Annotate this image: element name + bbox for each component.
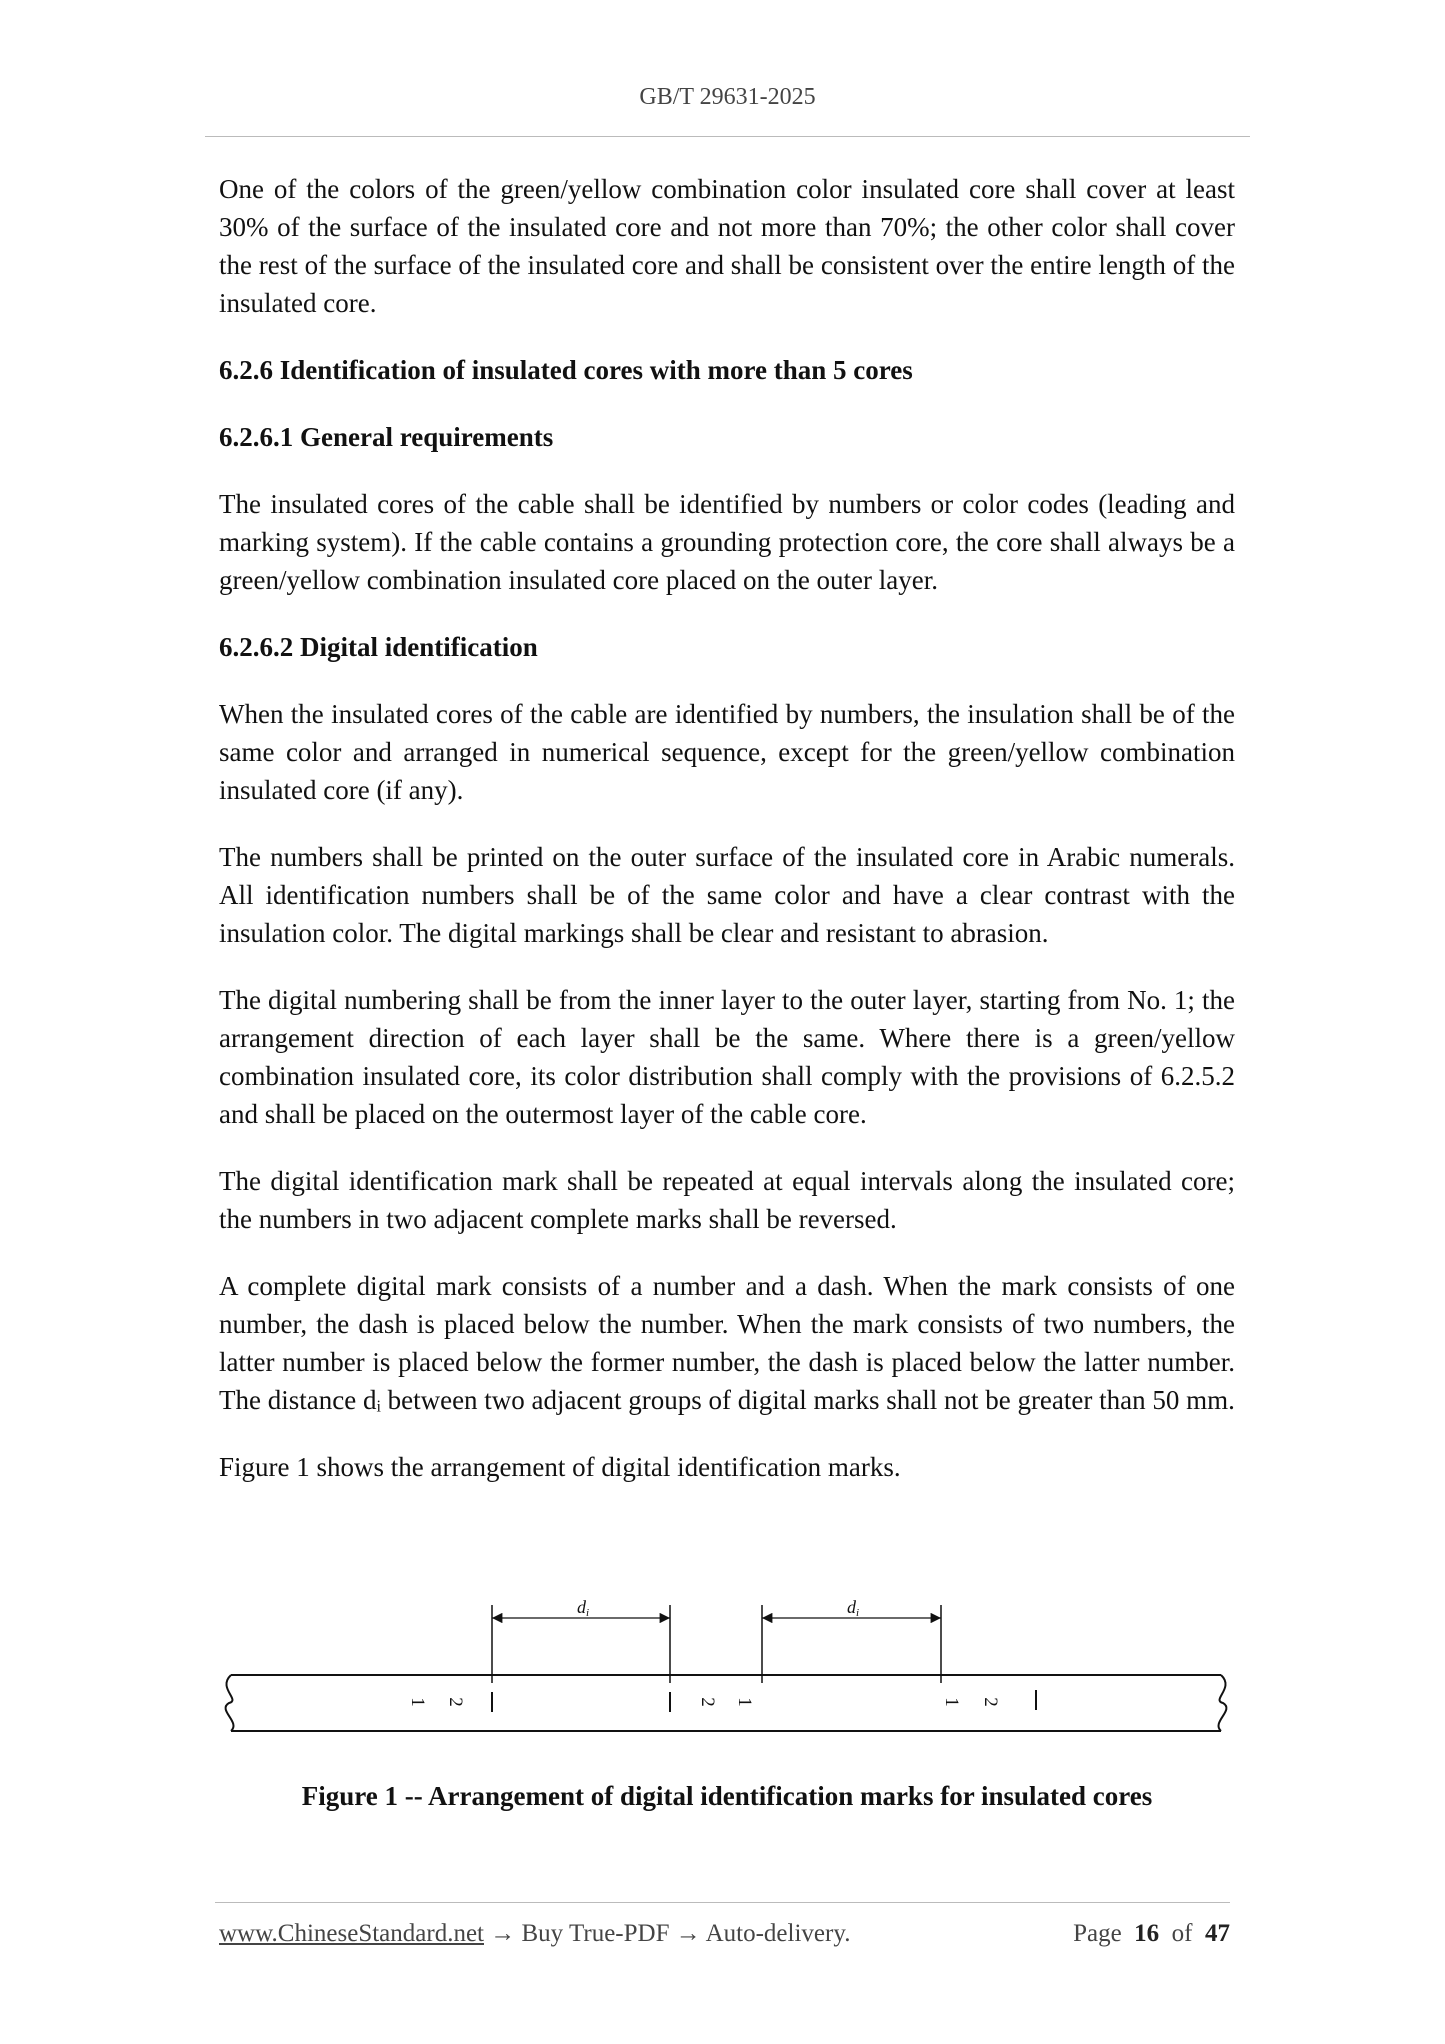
mark-number-1a: 1	[407, 1697, 428, 1707]
dimension-label-1: di	[577, 1597, 590, 1619]
paragraph-numbering-order: The digital numbering shall be from the inner layer to the outer layer, starting from No. 1; the arrangement direction of each layer shall be the same. Where there is a green/yellow combination insulated core, its color distribution shall comply with the provisions of 6.2.5.2 and shall be placed on the outermost layer of the cable core.	[219, 985, 1235, 1129]
page-word: Page	[1073, 1920, 1122, 1947]
document-body	[219, 170, 1235, 1515]
footer-tagline: → Buy True-PDF → Auto-delivery.	[484, 1920, 851, 1947]
dimension-label-2: di	[847, 1597, 860, 1619]
header-doc-id: GB/T 29631-2025	[639, 84, 816, 110]
mark-number-3a: 1	[941, 1697, 962, 1707]
page-total: 47	[1205, 1920, 1230, 1947]
paragraph-color-coverage: One of the colors of the green/yellow combination color insulated core shall cover at least 30% of the surface of the insulated core and not more than 70%; the other color shall cover the rest of the surface of the insulated core and shall be consistent over the entire length of the insulated core.	[219, 174, 1235, 318]
mark-number-3b: 2	[980, 1697, 1001, 1707]
header-rule	[205, 136, 1250, 137]
section-heading-6-2-6-2: 6.2.6.2 Digital identification	[219, 632, 538, 662]
figure-1-diagram	[219, 1570, 1235, 1740]
paragraph-figure-reference: Figure 1 shows the arrangement of digital identification marks.	[219, 1452, 901, 1482]
cable-right-break	[1218, 1675, 1226, 1731]
footer-site-link[interactable]: www.ChineseStandard.net	[219, 1920, 484, 1947]
footer-page-indicator	[1045, 1920, 1230, 1948]
page-number: 16	[1134, 1920, 1160, 1947]
mark-number-2b: 1	[734, 1697, 755, 1707]
paragraph-digital-identification: When the insulated cores of the cable are identified by numbers, the insulation shall be of the same color and arranged in numerical sequence, except for the green/yellow combination insulated core (if any).	[219, 699, 1235, 805]
mark-number-2a: 2	[697, 1697, 718, 1707]
section-heading-6-2-6-1: 6.2.6.1 General requirements	[219, 422, 554, 452]
cable-left-break	[226, 1675, 234, 1731]
of-word: of	[1171, 1920, 1193, 1947]
paragraph-complete-mark: A complete digital mark consists of a number and a dash. When the mark consists of one number, the dash is placed below the number. When the mark consists of two numbers, the latter number is placed below the former number, the dash is placed below the latter number. The distance dᵢ between two adjacent groups of digital marks shall not be greater than 50 mm.	[219, 1271, 1235, 1415]
paragraph-numbers-printing: The numbers shall be printed on the outer surface of the insulated core in Arabic numerals. All identification numbers shall be of the same color and have a clear contrast with the insulation color. The digital markings shall be clear and resistant to abrasion.	[219, 842, 1235, 948]
footer-promo	[219, 1920, 850, 1948]
figure-1-caption: Figure 1 -- Arrangement of digital identification marks for insulated cores	[301, 1781, 1153, 1811]
section-heading-6-2-6: 6.2.6 Identification of insulated cores with more than 5 cores	[219, 355, 913, 385]
paragraph-general-requirements: The insulated cores of the cable shall be identified by numbers or color codes (leading and marking system). If the cable contains a grounding protection core, the core shall always be a green/yellow combination insulated core placed on the outer layer.	[219, 489, 1235, 595]
footer-rule	[215, 1902, 1230, 1903]
paragraph-mark-repetition: The digital identification mark shall be repeated at equal intervals along the insulated core; the numbers in two adjacent complete marks shall be reversed.	[219, 1166, 1235, 1234]
mark-number-1b: 2	[445, 1697, 466, 1707]
